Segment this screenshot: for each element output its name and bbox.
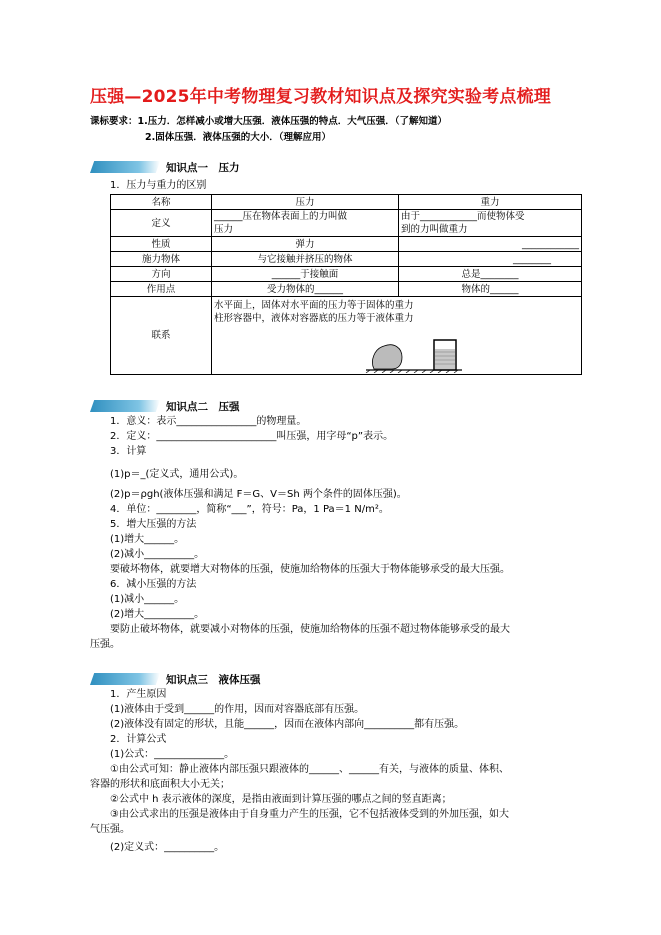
table-cell: 联系 [111,297,212,375]
text-line: 2．计算公式 [110,734,167,745]
text-line: 气压强。 [90,824,130,835]
requirements-line-2: 2.固体压强．液体压强的大小．（理解应用） [145,132,331,143]
table-cell: ____________ [399,237,582,252]
text-line: ②公式中 h 表示液体的深度，是指由液面到计算压强的哪点之间的竖直距离； [110,794,452,805]
text-line: 要破坏物体，就要增大对物体的压强，使施加给物体的压强大于物体能够承受的最大压强。 [110,564,510,575]
text-line: 4．单位：________，简称“___”，符号：Pa，1 Pa＝1 N/m²。 [110,504,389,515]
text-line: (1)减小______。 [110,594,185,605]
table-cell [212,210,399,237]
table-row [111,267,582,282]
table-row [111,252,582,267]
table-cell: 总是________ [399,267,582,282]
subheading: 1．压力与重力的区别 [110,180,207,191]
section-band-icon [90,673,160,685]
table-row [111,282,582,297]
text-line: ①由公式可知：静止液体内部压强只跟液体的______、______有关，与液体的质量、体积、 [110,764,509,775]
text-line: (2)液体没有固定的形状，且能______，因而在液体内部向__________都有压强。 [110,719,465,730]
section-band-icon [90,400,160,412]
section-band-icon [90,161,160,173]
text-line: (2)定义式：__________。 [110,842,225,853]
section-title: 知识点一 压力 [166,162,240,174]
table-row [111,297,582,375]
table-cell: 方向 [111,267,212,282]
text-line: 3．计算 [110,446,147,457]
table-header-cell: 压力 [212,195,399,210]
cell-line: 压力 [214,224,234,235]
text-line: 要防止破坏物体，就要减小对物体的压强，使施加给物体的压强不超过物体能够承受的最大 [110,624,510,635]
text-line: (2)增大__________。 [110,609,205,620]
section-header-liquid-pressure [90,672,270,686]
cell-line: 到的力叫做重力 [401,224,468,235]
table-cell: 施力物体 [111,252,212,267]
text-line: (1)液体由于受到______的作用，因而对容器底部有压强。 [110,704,365,715]
text-line: 5．增大压强的方法 [110,519,197,530]
comparison-table [110,194,582,375]
table-header-cell: 名称 [111,195,212,210]
text-line: ③由公式求出的压强是液体由于自身重力产生的压强，它不包括液体受到的外加压强，如大 [110,809,509,820]
section-header-pressure-force [90,160,270,174]
table-header-cell: 重力 [399,195,582,210]
text-line: 6．减小压强的方法 [110,579,197,590]
table-cell: ________ [399,252,582,267]
text-line: 1．产生原因 [110,689,167,700]
table-cell: 与它接触并挤压的物体 [212,252,399,267]
text-line: 1．意义：表示________________的物理量。 [110,416,307,427]
table-cell: 弹力 [212,237,399,252]
table-cell: 物体的______ [399,282,582,297]
section-title: 知识点二 压强 [166,401,240,413]
rock-icon [372,345,402,369]
table-cell: 作用点 [111,282,212,297]
requirements-line-1: 课标要求：1.压力．怎样减小或增大压强．液体压强的特点．大气压强．（了解知道） [90,116,447,127]
text-line: (2)减小__________。 [110,549,205,560]
relation-line: 柱形容器中，液体对容器底的压力等于液体重力 [214,313,414,324]
rock-and-container-illustration [362,327,472,373]
text-line: (1)p＝_(定义式，通用公式)。 [110,469,244,480]
relation-line: 水平面上，固体对水平面的压力等于固体的重力 [214,300,414,311]
relation-cell [212,297,582,375]
table-cell [399,210,582,237]
text-line: 压强。 [90,639,120,650]
table-row [111,195,582,210]
section-header-pressure [90,399,270,413]
table-row [111,237,582,252]
text-line: (1)公式：______________。 [110,749,235,760]
text-line: (1)增大______。 [110,534,185,545]
section-title: 知识点三 液体压强 [166,674,261,686]
table-cell: 受力物体的______ [212,282,399,297]
page-title: 压强—2025年中考物理复习教材知识点及探究实验考点梳理 [90,87,551,107]
cell-line: ______压在物体表面上的力叫做 [214,211,348,222]
cell-line: 由于____________而使物体受 [401,211,525,222]
text-line: (2)p＝ρgh(液体压强和满足 F＝G、V＝Sh 两个条件的固体压强)。 [110,489,407,500]
text-line: 2．定义：________________________叫压强，用字母“p”表示。 [110,431,394,442]
table-cell: 定义 [111,210,212,237]
table-cell: ______于接触面 [212,267,399,282]
text-line: 容器的形状和底面积大小无关； [90,779,230,790]
table-cell: 性质 [111,237,212,252]
table-row [111,210,582,237]
